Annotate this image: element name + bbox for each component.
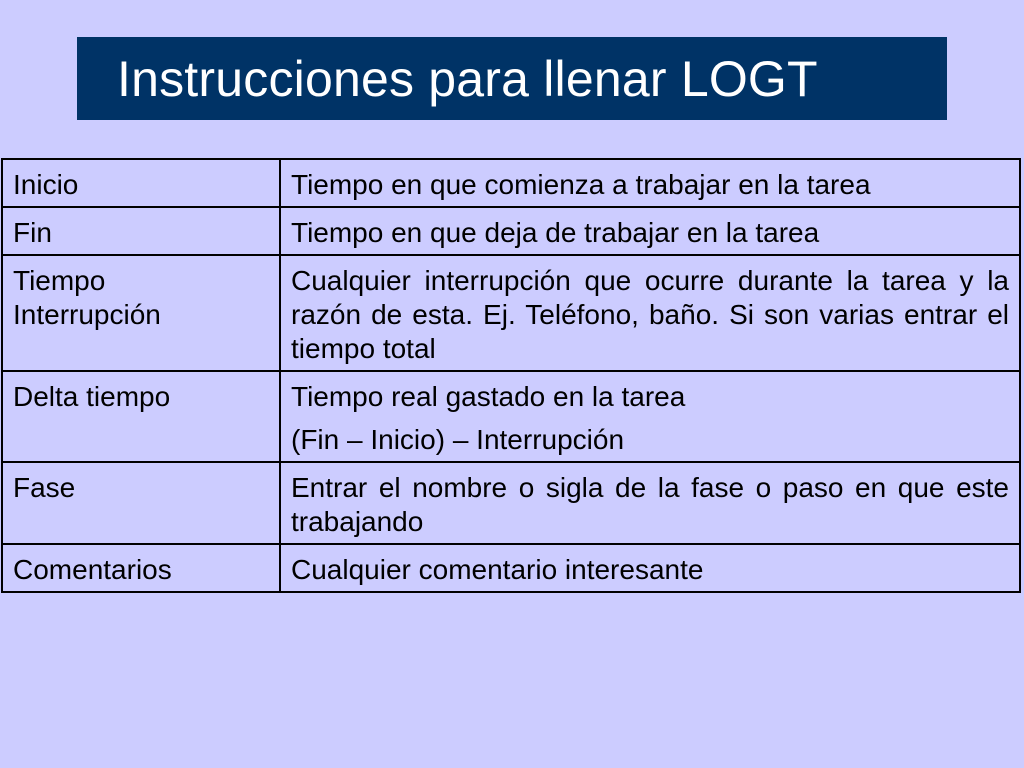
description-text: Tiempo real gastado en la tarea (291, 381, 686, 412)
slide-title: Instrucciones para llenar LOGT (117, 50, 818, 107)
description-cell (280, 544, 1020, 592)
table-row-comentarios (2, 544, 1020, 592)
term-cell (2, 159, 280, 207)
table-row-inicio (2, 159, 1020, 207)
title-banner (77, 37, 947, 120)
table-row-delta-tiempo (2, 371, 1020, 462)
term-cell (2, 462, 280, 544)
logt-instructions-table (1, 158, 1021, 593)
table-row-fase (2, 462, 1020, 544)
description-cell (280, 371, 1020, 462)
table-row-fin (2, 207, 1020, 255)
description-text: Cualquier interrupción que ocurre durante la tarea y la razón de esta. Ej. Teléfono, baño. Si son varias entrar el tiempo total (291, 265, 1009, 364)
term-label: Fase (13, 472, 76, 503)
term-label: Interrupción (13, 299, 161, 330)
description-cell (280, 207, 1020, 255)
term-cell (2, 544, 280, 592)
description-formula: (Fin – Inicio) – Interrupción (291, 424, 625, 455)
description-cell (280, 159, 1020, 207)
term-cell (2, 255, 280, 371)
term-cell (2, 207, 280, 255)
description-cell (280, 255, 1020, 371)
description-text: Cualquier comentario interesante (291, 554, 704, 585)
table-row-tiempo-interrupcion (2, 255, 1020, 371)
term-label: Inicio (13, 169, 79, 200)
term-label: Fin (13, 217, 52, 248)
term-label: Tiempo (13, 265, 106, 296)
description-text: Tiempo en que deja de trabajar en la tarea (291, 217, 820, 248)
term-cell (2, 371, 280, 462)
term-label: Delta tiempo (13, 381, 171, 412)
description-cell (280, 462, 1020, 544)
term-label: Comentarios (13, 554, 172, 585)
description-text: Entrar el nombre o sigla de la fase o paso en que este trabajando (291, 472, 1009, 537)
description-text: Tiempo en que comienza a trabajar en la tarea (291, 169, 871, 200)
